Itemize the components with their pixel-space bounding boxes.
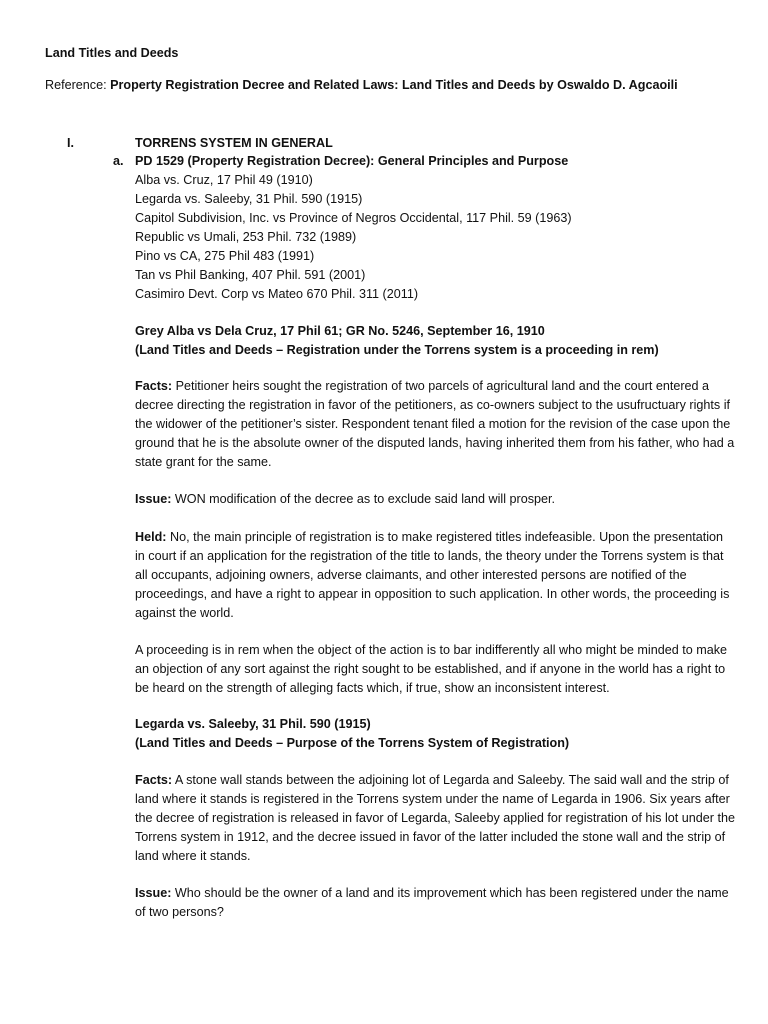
list-item: Pino vs CA, 275 Phil 483 (1991): [135, 249, 315, 263]
subsection-letter: a.: [113, 154, 124, 168]
case-subtitle: (Land Titles and Deeds – Purpose of the Torrens System of Registration): [135, 736, 570, 750]
issue-label: Issue:: [135, 492, 172, 506]
case-facts: [135, 377, 735, 472]
case-issue: [135, 884, 735, 922]
issue-text: Who should be the owner of a land and its improvement which has been registered under the name of two persons?: [135, 886, 729, 919]
held-label: Held:: [135, 530, 167, 544]
list-item: Capitol Subdivision, Inc. vs Province of Negros Occidental, 117 Phil. 59 (1963): [135, 211, 572, 225]
held-text: No, the main principle of registration is to make registered titles indefeasible. Upon the presentation in court if an application for the registration of the title to lands, the theory under the Torrens system is that all occupants, adjoining owners, adverse claimants, and other interested persons are notified of the proceedings, and have a right to appear in opposition to such application. In other words, the proceeding is against the world.: [135, 530, 730, 620]
case-facts: [135, 771, 735, 866]
case-list: [135, 171, 735, 304]
reference-label: Reference:: [45, 78, 107, 92]
list-item: Republic vs Umali, 253 Phil. 732 (1989): [135, 230, 357, 244]
list-item: Tan vs Phil Banking, 407 Phil. 591 (2001): [135, 268, 366, 282]
doc-title: Land Titles and Deeds: [45, 46, 179, 60]
facts-text: Petitioner heirs sought the registration of two parcels of agricultural land and the court entered a decree directing the registration in favor of the petitioners, as co-owners subject to the usufructuary rights if the widower of the petitioner’s sister. Respondent tenant filed a motion for the revision of the case upon the ground that he is the absolute owner of the disputed lands, having inherited them from his father, who had a state grant for the same.: [135, 379, 735, 469]
case-subtitle: (Land Titles and Deeds – Registration under the Torrens system is a proceeding in rem): [135, 343, 659, 357]
rem-text: A proceeding is in rem when the object of the action is to bar indifferently all who might be minded to make an objection of any sort against the right sought to be established, and if anyone in the world has a right to be heard on the strength of alleging facts which, if true, show an inconsistent interest.: [135, 643, 728, 695]
case-held: [135, 528, 735, 623]
list-item: Alba vs. Cruz, 17 Phil 49 (1910): [135, 173, 313, 187]
case-issue: [135, 490, 735, 509]
case-title: Grey Alba vs Dela Cruz, 17 Phil 61; GR No. 5246, September 16, 1910: [135, 324, 545, 338]
facts-label: Facts:: [135, 773, 173, 787]
subsection-heading: PD 1529 (Property Registration Decree): General Principles and Purpose: [135, 154, 569, 168]
list-item: Casimiro Devt. Corp vs Mateo 670 Phil. 311 (2011): [135, 287, 419, 301]
facts-text: A stone wall stands between the adjoining lot of Legarda and Saleeby. The said wall and the strip of land where it stands is registered in the Torrens system under the name of Legarda in 1906. Six years after the decree of registration is released in favor of Legarda, Saleeby applied for registration of his lot under the Torrens system in 1912, and the decree issued in favor of the latter included the stone wall and the strip of land where it stands.: [135, 773, 735, 863]
reference-line: [45, 76, 678, 95]
issue-text: WON modification of the decree as to exclude said land will prosper.: [174, 492, 556, 506]
case-title: Legarda vs. Saleeby, 31 Phil. 590 (1915): [135, 717, 371, 731]
facts-label: Facts:: [135, 379, 173, 393]
section-heading: TORRENS SYSTEM IN GENERAL: [135, 136, 333, 150]
rem-paragraph: [135, 641, 735, 698]
issue-label: Issue:: [135, 886, 172, 900]
reference-text: Property Registration Decree and Related Laws: Land Titles and Deeds by Oswaldo D. Agcaoili: [110, 78, 678, 92]
section-numeral: I.: [67, 136, 74, 150]
list-item: Legarda vs. Saleeby, 31 Phil. 590 (1915): [135, 192, 363, 206]
